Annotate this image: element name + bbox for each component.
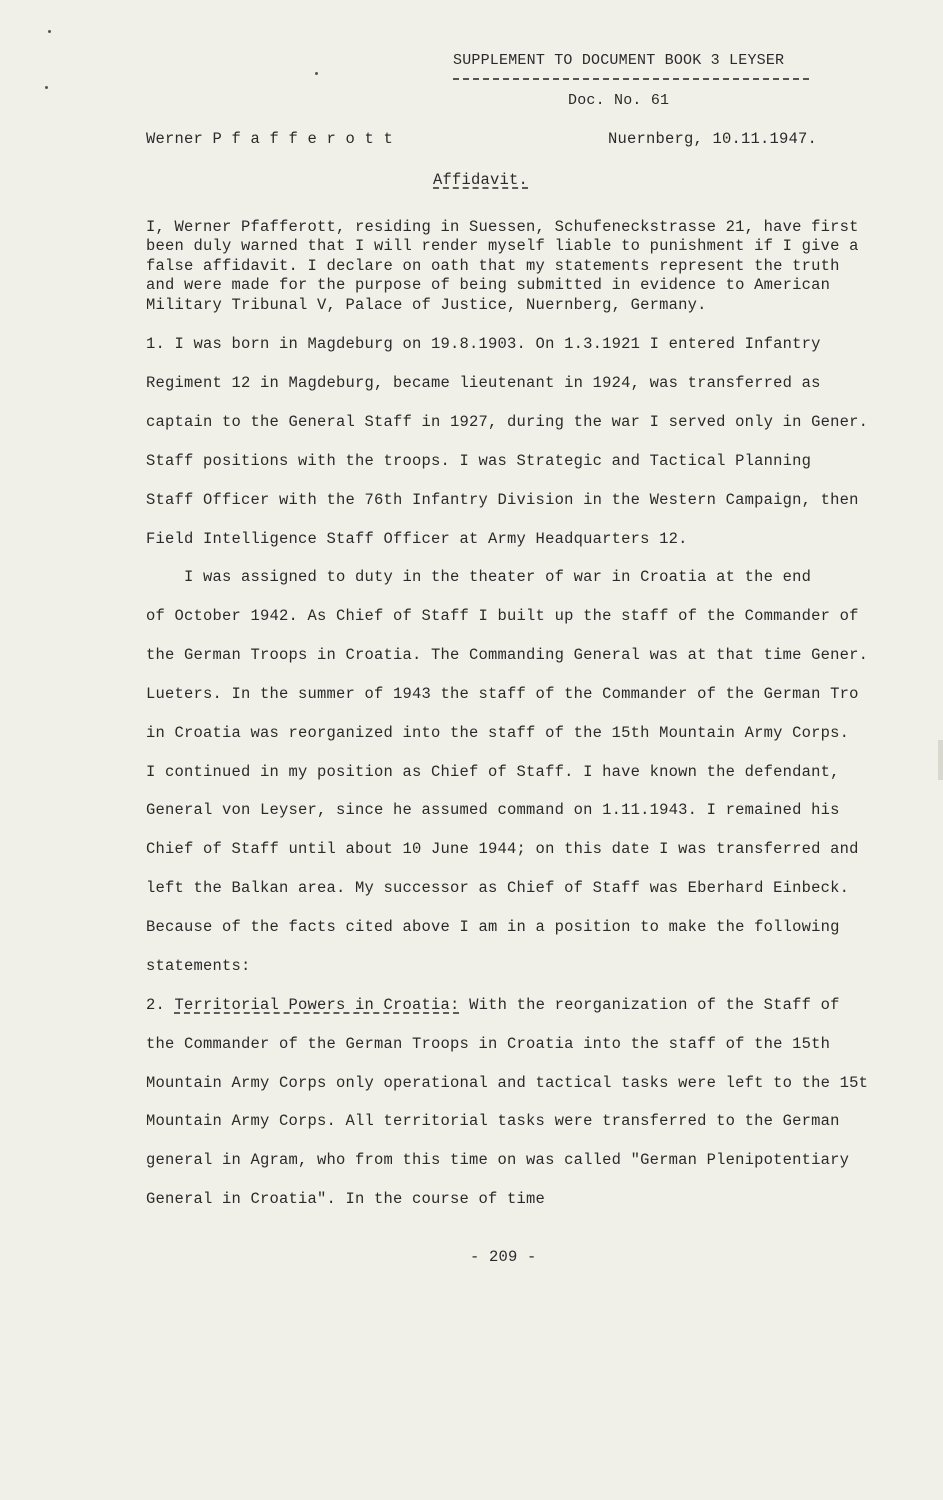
text-line [146, 996, 840, 1014]
text-line: false affidavit. I declare on oath that my statements represent the truth [146, 257, 840, 275]
text-line: Chief of Staff until about 10 June 1944; on this date I was transferred and [146, 840, 859, 858]
paper-speck [45, 86, 48, 89]
text-line: Regiment 12 in Magdeburg, became lieutenant in 1924, was transferred as [146, 374, 821, 392]
text-line: general in Agram, who from this time on was called "German Plenipotentiary [146, 1151, 850, 1169]
text-line: and were made for the purpose of being submitted in evidence to American [146, 276, 831, 294]
text-line: Military Tribunal V, Palace of Justice, Nuernberg, Germany. [146, 296, 707, 314]
text-line: the German Troops in Croatia. The Commanding General was at that time Gener. [146, 646, 869, 664]
page-title: Affidavit. [433, 171, 529, 189]
supplement-header: SUPPLEMENT TO DOCUMENT BOOK 3 LEYSER [453, 52, 785, 69]
text-line: Because of the facts cited above I am in a position to make the following [146, 918, 840, 936]
place-date: Nuernberg, 10.11.1947. [608, 130, 818, 148]
text-line: been duly warned that I will render myself liable to punishment if I give a [146, 237, 859, 255]
text-line: I continued in my position as Chief of Staff. I have known the defendant, [146, 763, 840, 781]
text-line: the Commander of the German Troops in Croatia into the staff of the 15th [146, 1035, 831, 1053]
author-name: Werner P f a f f e r o t t [146, 130, 394, 148]
text-line: Field Intelligence Staff Officer at Army Headquarters 12. [146, 530, 688, 548]
text-line: Lueters. In the summer of 1943 the staff of the Commander of the German Tro [146, 685, 859, 703]
section-heading: Territorial Powers in Croatia: [174, 996, 460, 1014]
text-line: of October 1942. As Chief of Staff I built up the staff of the Commander of [146, 607, 859, 625]
section-number: 2. [146, 996, 175, 1014]
text-line: Mountain Army Corps. All territorial tasks were transferred to the German [146, 1112, 840, 1130]
paper-speck [315, 72, 318, 75]
text-line: Staff positions with the troops. I was Strategic and Tactical Planning [146, 452, 812, 470]
heading-continuation: With the reorganization of the Staff of [459, 996, 840, 1014]
text-line: Staff Officer with the 76th Infantry Division in the Western Campaign, then [146, 491, 859, 509]
text-line: General in Croatia". In the course of time [146, 1190, 546, 1208]
text-line: I was assigned to duty in the theater of war in Croatia at the end [146, 568, 812, 586]
header-rule [453, 78, 809, 80]
text-line: statements: [146, 957, 251, 975]
text-line: left the Balkan area. My successor as Chief of Staff was Eberhard Einbeck. [146, 879, 850, 897]
text-line: I, Werner Pfafferott, residing in Suessen, Schufeneckstrasse 21, have first [146, 218, 859, 236]
paper-speck [48, 30, 51, 33]
text-line: captain to the General Staff in 1927, during the war I served only in Gener. [146, 413, 869, 431]
text-line: General von Leyser, since he assumed command on 1.11.1943. I remained his [146, 801, 840, 819]
document-number: Doc. No. 61 [568, 92, 670, 109]
page-edge-shadow [938, 740, 943, 780]
text-line: Mountain Army Corps only operational and tactical tasks were left to the 15t [146, 1074, 869, 1092]
text-line: in Croatia was reorganized into the staff of the 15th Mountain Army Corps. [146, 724, 850, 742]
text-line: 1. I was born in Magdeburg on 19.8.1903. On 1.3.1921 I entered Infantry [146, 335, 821, 353]
page-number: - 209 - [470, 1248, 537, 1266]
